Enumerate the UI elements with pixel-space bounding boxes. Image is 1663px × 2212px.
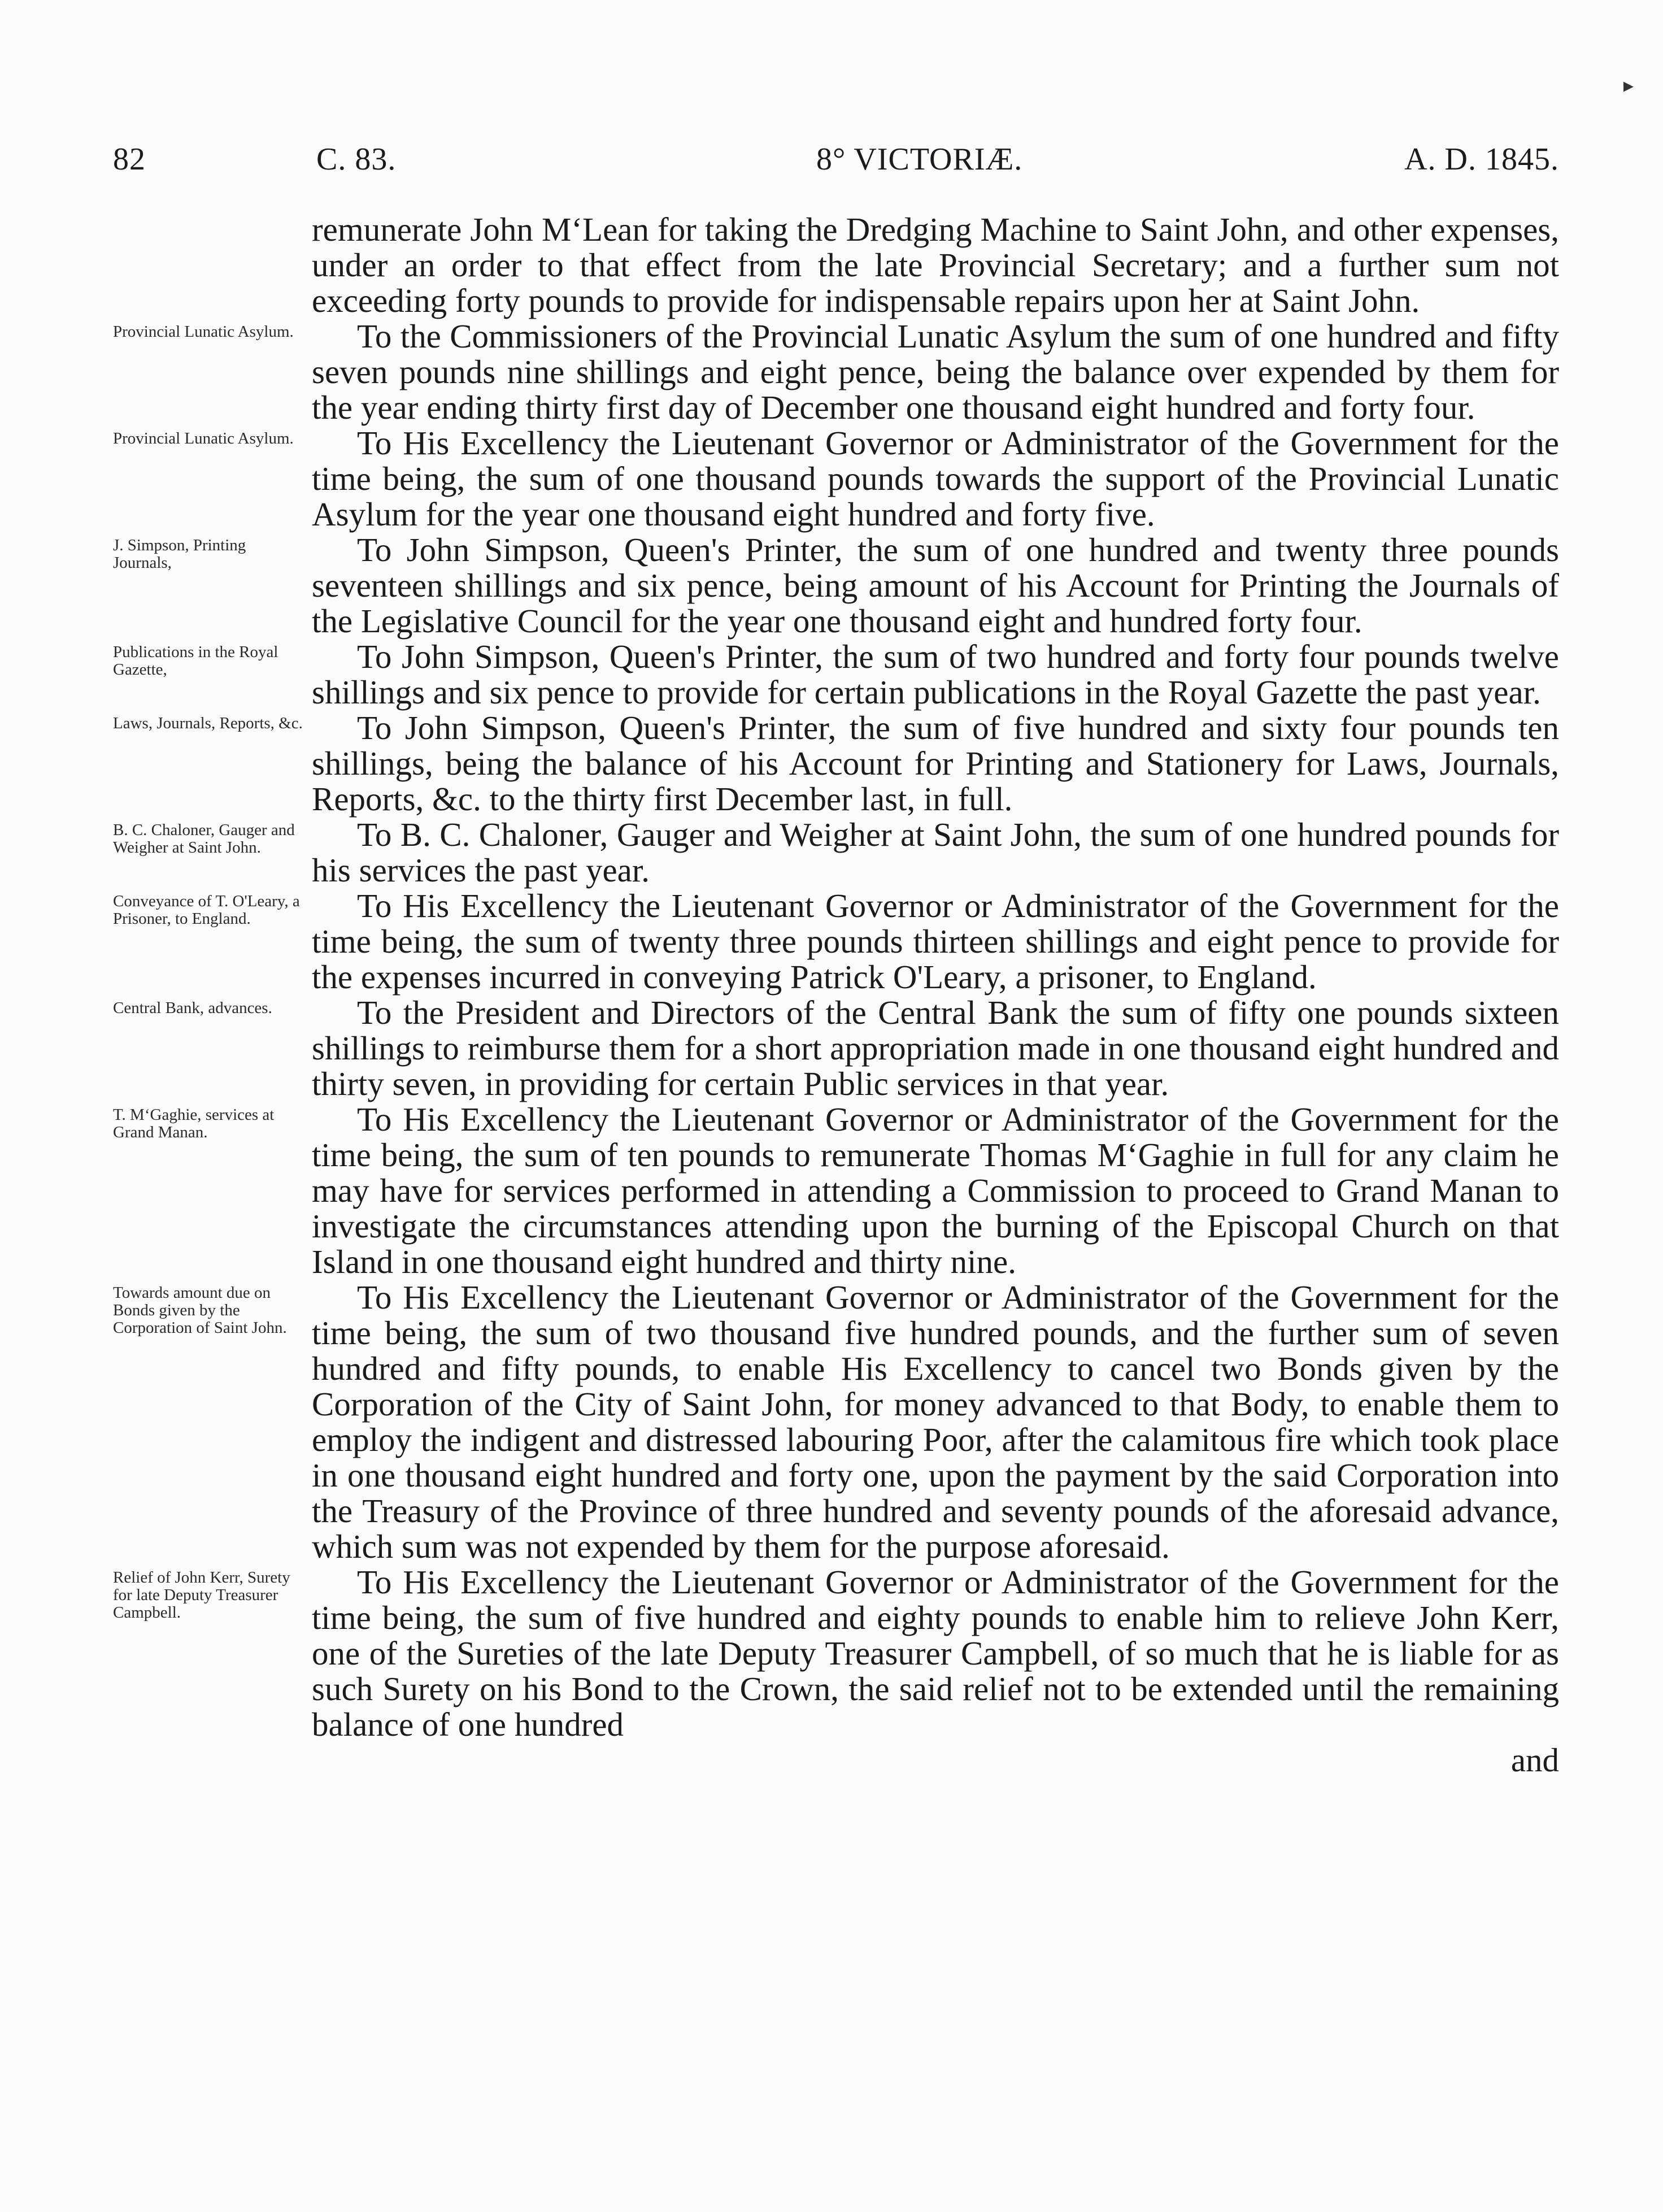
paragraph-john-kerr (113, 1565, 1559, 1742)
paragraph-text: To His Excellency the Lieutenant Governor or Administrator of the Government for the time being, the sum of one thousand pounds towards the support of the Provincial Lunatic Asylum for the year one thousand eight hundred and forty five. (312, 424, 1559, 533)
paragraph-printing-journals (113, 532, 1559, 639)
paragraph-royal-gazette (113, 639, 1559, 710)
paragraph-dredging-machine (113, 212, 1559, 319)
regnal-year: 8° VICTORIÆ. (816, 142, 1023, 177)
statute-body (113, 212, 1559, 1778)
paragraph-lunatic-asylum-balance (113, 319, 1559, 425)
margin-note: J. Simpson, Printing Journals, (113, 536, 246, 572)
paragraph-central-bank (113, 995, 1559, 1102)
margin-note: Provincial Lunatic Asylum. (113, 429, 294, 447)
margin-note: Provincial Lunatic Asylum. (113, 323, 294, 341)
paragraph-text: To the Commissioners of the Provincial Lunatic Asylum the sum of one hundred and fifty seven pounds nine shillings and eight pence, being the balance over expended by them for the year ending thirty first day of December one thousand eight hundred and forty four. (312, 318, 1559, 426)
margin-note: Laws, Journals, Reports, &c. (113, 714, 303, 732)
chapter-number: C. 83. (316, 142, 397, 177)
paragraph-text: To His Excellency the Lieutenant Governor or Administrator of the Government for the time being, the sum of twenty three pounds thirteen shillings and eight pence to provide for the expenses incurred in conveying Patrick O'Leary, a prisoner, to England. (312, 887, 1559, 996)
margin-note: Conveyance of T. O'Leary, a Prisoner, to England. (113, 892, 300, 928)
paragraph-text: To B. C. Chaloner, Gauger and Weigher at Saint John, the sum of one hundred pounds for his services the past year. (312, 816, 1559, 889)
margin-note: T. M‘Gaghie, services at Grand Manan. (113, 1106, 275, 1141)
margin-note: Towards amount due on Bonds given by the Corporation of Saint John. (113, 1284, 287, 1337)
paragraph-text: To John Simpson, Queen's Printer, the sum of one hundred and twenty three pounds seventeen shillings and six pence, being amount of his Account for Printing the Journals of the Legislative Council for the year one thousand eight and hundred forty four. (312, 531, 1559, 640)
margin-note: Central Bank, advances. (113, 999, 272, 1017)
paragraph-oleary-conveyance (113, 888, 1559, 995)
paragraph-text: remunerate John M‘Lean for taking the Dredging Machine to Saint John, and other expenses, under an order to that effect from the late Provincial Secretary; and a further sum not exceeding forty pounds to provide for indispensable repairs upon her at Saint John. (312, 211, 1559, 319)
margin-note: Relief of John Kerr, Surety for late Deputy Treasurer Campbell. (113, 1568, 290, 1622)
paragraph-mgaghie (113, 1102, 1559, 1280)
catchword: and (1510, 1741, 1559, 1779)
paragraph-text: To His Excellency the Lieutenant Governor or Administrator of the Government for the time being, the sum of five hundred and eighty pounds to enable him to relieve John Kerr, one of the Sureties of the late Deputy Treasurer Campbell, of so much that he is liable for as such Surety on his Bond to the Crown, the said relief not to be extended until the remaining balance of one hundred (312, 1563, 1559, 1743)
paragraph-laws-journals (113, 710, 1559, 817)
paragraph-text: To His Excellency the Lieutenant Governor or Administrator of the Government for the time being, the sum of two thousand five hundred pounds, and the further sum of seven hundred and fifty pounds, to enable His Excellency to cancel two Bonds given by the Corporation of the City of Saint John, for money advanced to that Body, to enable them to employ the indigent and distressed labouring Poor, after the calamitous fire which took place in one thousand eight hundred and forty one, upon the payment by the said Corporation into the Treasury of the Province of three hundred and seventy pounds of the aforesaid advance, which sum was not expended by them for the purpose aforesaid. (312, 1279, 1559, 1565)
page-number: 82 (113, 142, 146, 177)
calendar-year: A. D. 1845. (1404, 142, 1559, 177)
margin-note: Publications in the Royal Gazette, (113, 643, 278, 679)
paragraph-text: To the President and Directors of the Central Bank the sum of fifty one pounds sixteen shillings to reimburse them for a short appropriation made in one thousand eight hundred and thirty seven, in providing for certain Public services in that year. (312, 994, 1559, 1102)
paragraph-chaloner (113, 817, 1559, 888)
margin-note: B. C. Chaloner, Gauger and Weigher at Saint John. (113, 821, 295, 857)
paragraph-text: To His Excellency the Lieutenant Governor or Administrator of the Government for the time being, the sum of ten pounds to remunerate Thomas M‘Gaghie in full for any claim he may have for services performed in attending a Commission to proceed to Grand Manan to investigate the circumstances attending upon the burning of the Episcopal Church on that Island in one thousand eight hundred and thirty nine. (312, 1101, 1559, 1280)
paragraph-saint-john-bonds (113, 1280, 1559, 1565)
margin-speck: ▸ (1623, 74, 1634, 97)
running-header (113, 141, 1559, 192)
paragraph-lunatic-asylum-support (113, 425, 1559, 532)
paragraph-text: To John Simpson, Queen's Printer, the sum of two hundred and forty four pounds twelve shillings and six pence to provide for certain publications in the Royal Gazette the past year. (312, 638, 1559, 711)
paragraph-text: To John Simpson, Queen's Printer, the sum of five hundred and sixty four pounds ten shillings, being the balance of his Account for Printing and Stationery for Laws, Journals, Reports, &c. to the thirty first December last, in full. (312, 709, 1559, 818)
